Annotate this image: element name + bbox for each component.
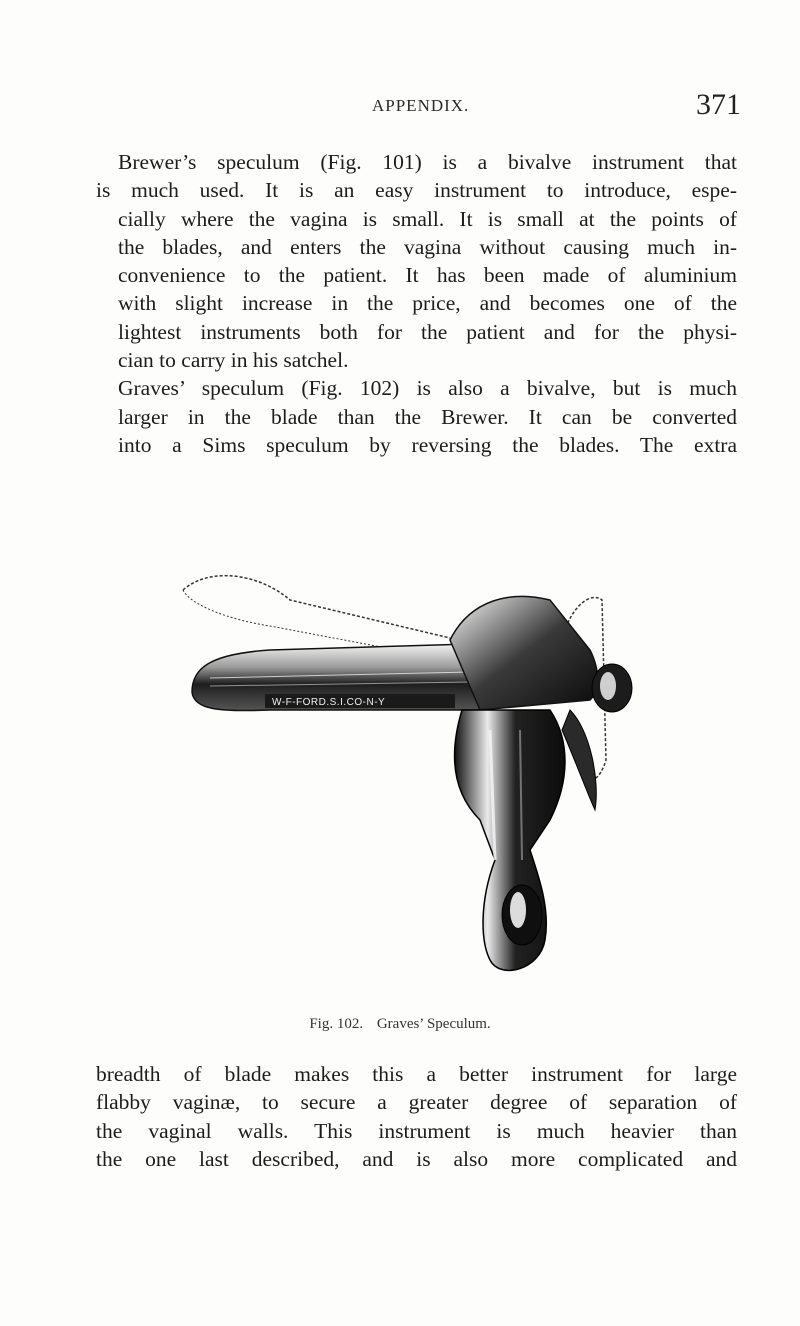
running-head: APPENDIX. <box>372 96 470 115</box>
figure-caption <box>0 1016 800 1033</box>
text-line: cially where the vagina is small. It is small at the points of <box>118 206 737 231</box>
paragraph-continuation <box>96 1060 737 1173</box>
text-line: with slight increase in the price, and becomes one of the <box>118 291 737 316</box>
text-line: the blades, and enters the vagina without causing much in- <box>118 234 737 259</box>
figure-graves-speculum <box>150 560 650 990</box>
text-line: flabby vaginæ, to secure a greater degree of separation of <box>96 1090 737 1115</box>
text-line: Graves’ speculum (Fig. 102) is also a bivalve, but is much <box>118 376 737 401</box>
side-lever <box>562 710 596 810</box>
text-line: cian to carry in his satchel. <box>118 348 349 373</box>
text-line: the one last described, and is also more complicated and <box>96 1146 737 1171</box>
text-line: convenience to the patient. It has been made of aluminium <box>118 263 737 288</box>
figure-title: Graves’ Speculum. <box>376 1016 491 1032</box>
page-number: 371 <box>696 88 741 121</box>
open-blade-outline <box>183 576 450 638</box>
text-line: Brewer’s speculum (Fig. 101) is a bivalve instrument that <box>118 150 737 174</box>
paragraph-brewer <box>96 148 737 374</box>
page-header <box>0 88 800 122</box>
text-line: lightest instruments both for the patient and for the physi- <box>118 319 737 344</box>
text-line: is much used. It is an easy instrument to introduce, espe- <box>96 178 737 203</box>
text-line: larger in the blade than the Brewer. It can be converted <box>118 404 737 429</box>
upper-blade-hinge <box>450 596 598 710</box>
text-line: breadth of blade makes this a better instrument for large <box>96 1062 737 1086</box>
maker-engraving: W-F-FORD.S.I.CO-N-Y <box>272 697 386 708</box>
body-text-bottom <box>96 1060 737 1173</box>
speculum-illustration <box>150 560 650 990</box>
figure-number: Fig. 102. <box>309 1016 364 1032</box>
body-text-top <box>96 148 737 459</box>
text-line: into a Sims speculum by reversing the blades. The extra <box>118 432 737 457</box>
paragraph-graves <box>96 374 737 459</box>
text-line: the vaginal walls. This instrument is much heavier than <box>96 1118 737 1143</box>
